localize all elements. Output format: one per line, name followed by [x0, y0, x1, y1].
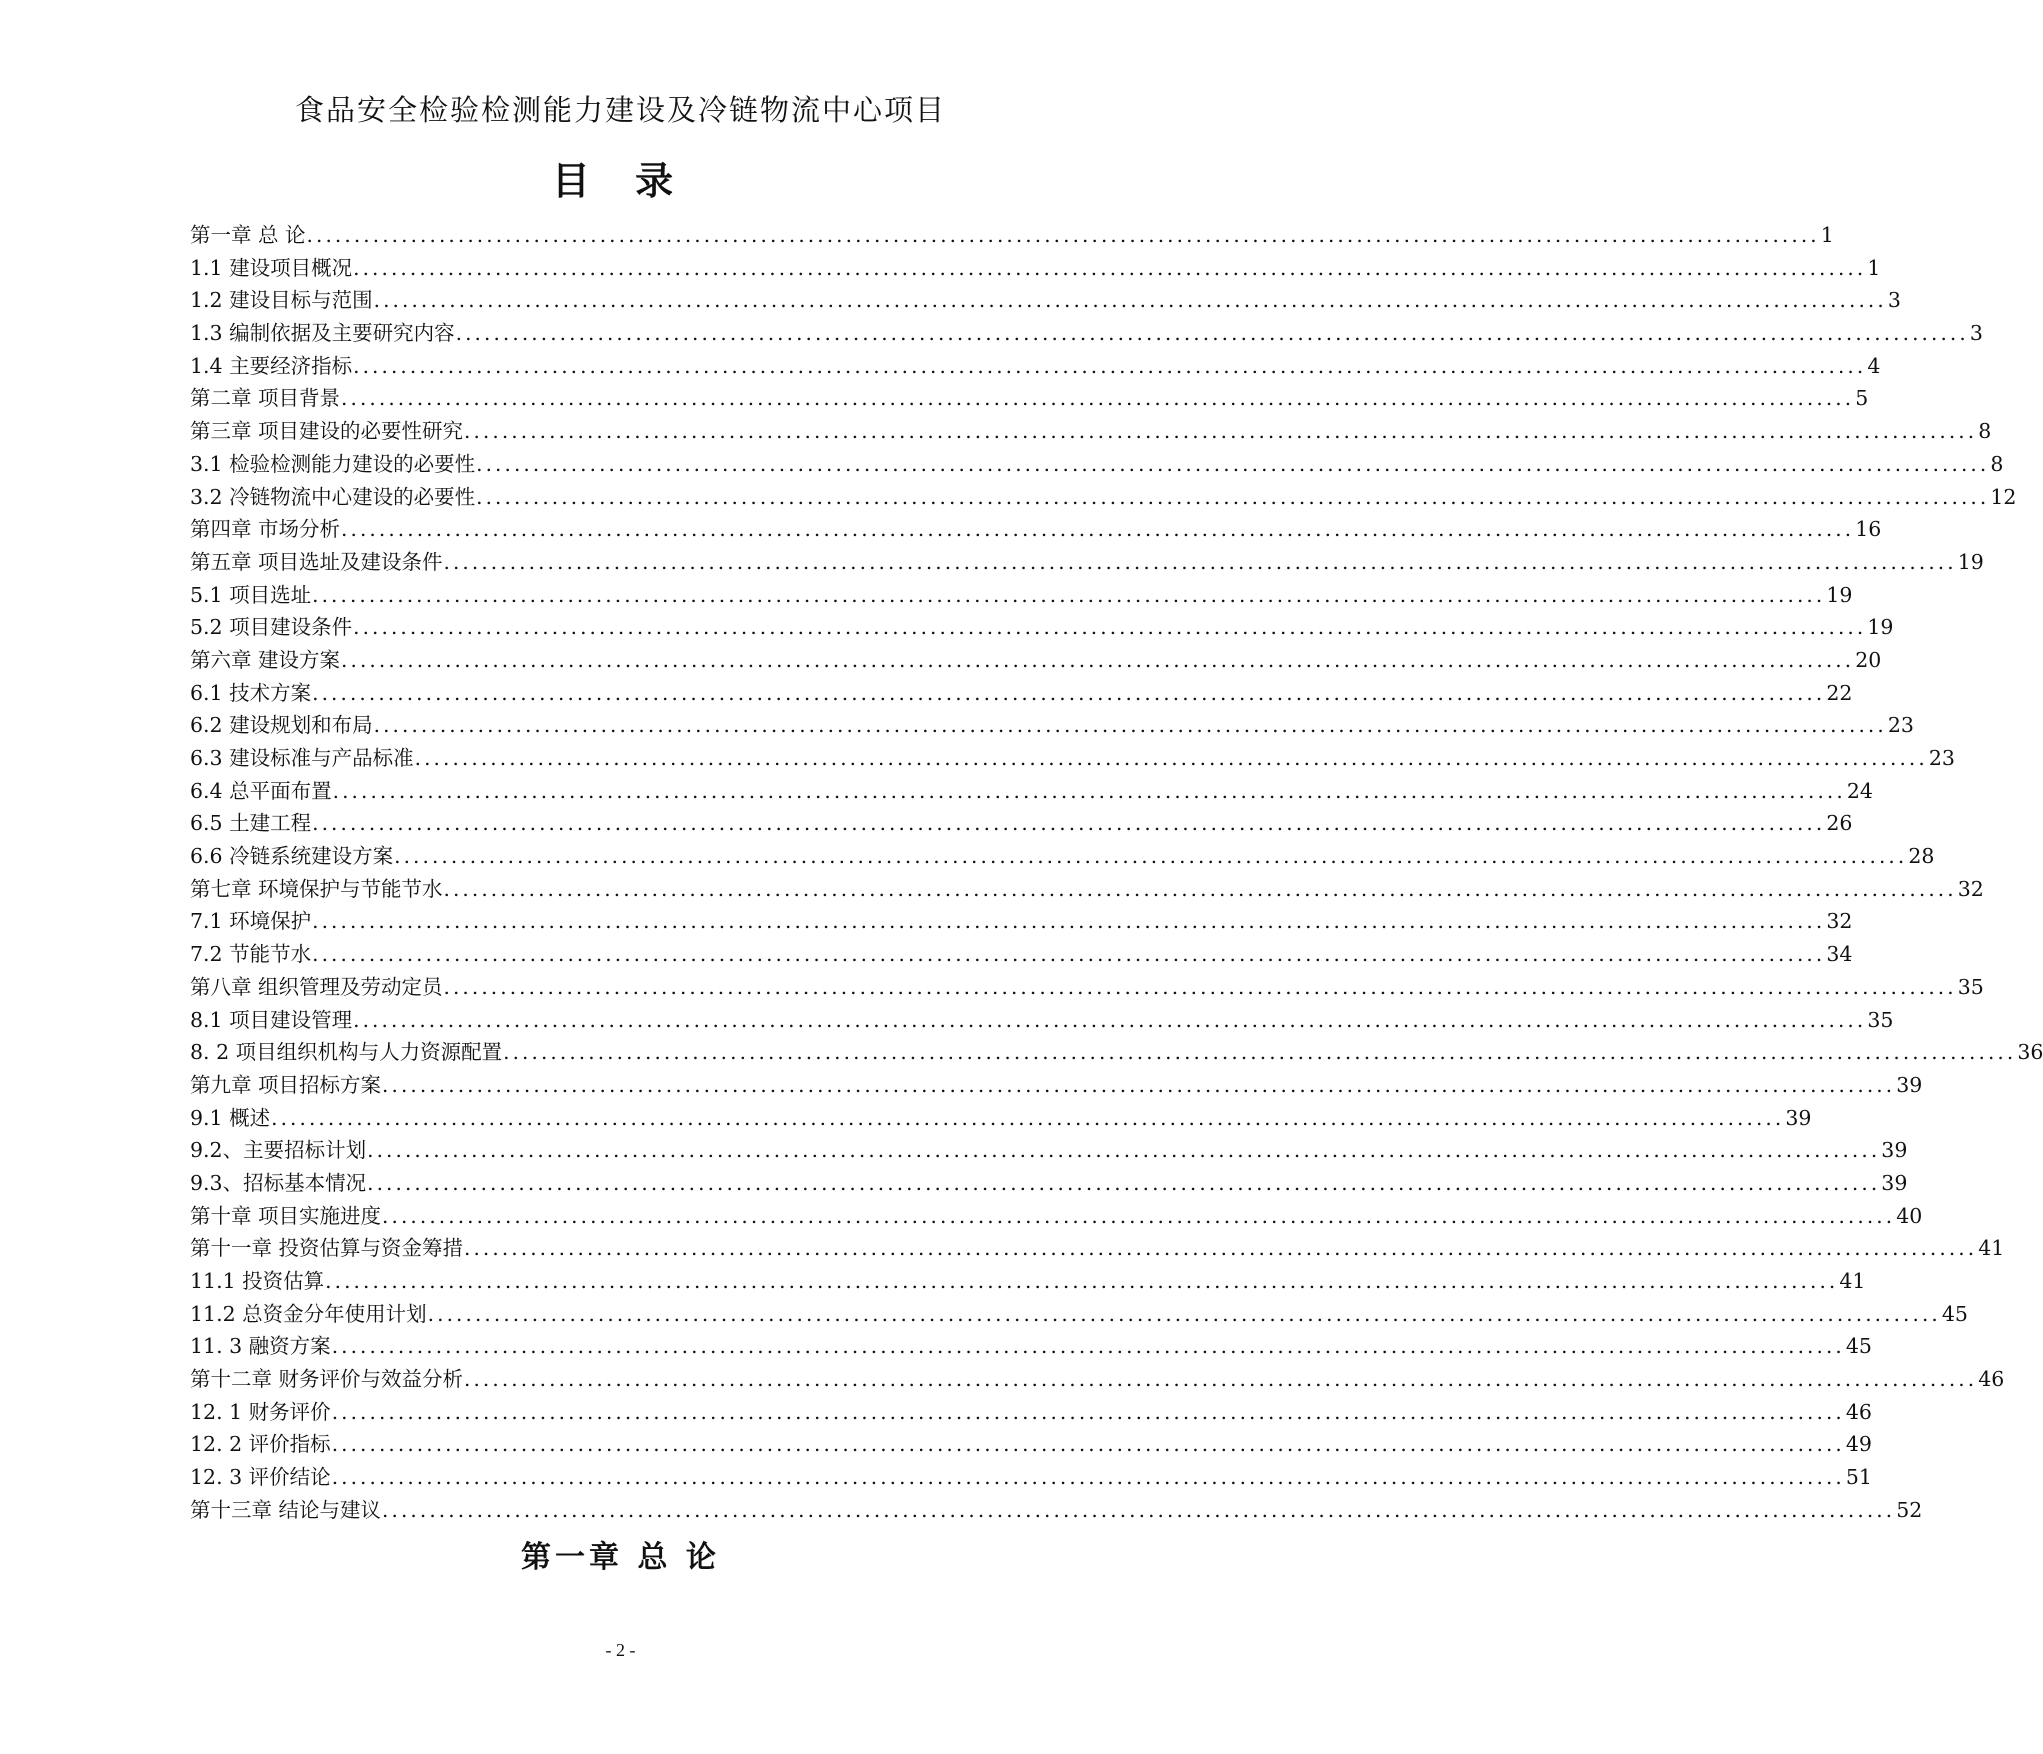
- toc-entry[interactable]: [190, 1396, 1872, 1429]
- toc-dot-leader: ................................................................................................................................................................: [443, 876, 1957, 901]
- toc-entry-page: 28: [1908, 844, 1935, 869]
- toc-entry[interactable]: [190, 1134, 1908, 1167]
- toc-entry[interactable]: [190, 252, 1881, 285]
- toc-entry-page: 35: [1957, 974, 1984, 999]
- toc-dot-leader: ................................................................................................................................................................: [464, 1367, 1978, 1392]
- toc-entry-label: 第三章 项目建设的必要性研究: [190, 419, 464, 444]
- toc-entry[interactable]: [190, 481, 2017, 514]
- toc-dot-leader: ................................................................................................................................................................: [443, 549, 1957, 574]
- toc-entry-page: 36: [2017, 1040, 2043, 1065]
- toc-entry-label: 6.5 土建工程: [190, 811, 312, 836]
- page-number: - 2 -: [605, 1640, 636, 1660]
- toc-entry-page: 3: [1887, 288, 1901, 313]
- toc-entry-label: 第七章 环境保护与节能节水: [190, 876, 443, 901]
- toc-entry[interactable]: [190, 840, 1935, 873]
- toc-entry-page: 1: [1820, 223, 1834, 247]
- toc-entry-page: 41: [1839, 1269, 1866, 1293]
- toc-entry-label: 9.2、主要招标计划: [190, 1138, 367, 1163]
- toc-entry-label: 第四章 市场分析: [190, 517, 341, 542]
- toc-entry-page: 1: [1867, 255, 1881, 280]
- toc-title: 目 录: [551, 159, 690, 203]
- toc-entry-page: 41: [1978, 1236, 2005, 1261]
- toc-dot-leader: ................................................................................................................................................................: [427, 1301, 1941, 1326]
- toc-dot-leader: ................................................................................................................................................................: [341, 517, 1855, 542]
- toc-entry[interactable]: [190, 579, 1853, 612]
- toc-entry-label: 第十一章 投资估算与资金筹措: [190, 1236, 464, 1261]
- toc-dot-leader: ................................................................................................................................................................: [464, 1236, 1978, 1261]
- toc-entry-page: 19: [1957, 549, 1984, 574]
- toc-entry-label: 3.2 冷链物流中心建设的必要性: [190, 484, 476, 509]
- toc-entry-label: 8. 2 项目组织机构与人力资源配置: [190, 1040, 503, 1065]
- toc-entry-label: 第一章 总 论: [190, 223, 306, 247]
- toc-entry-label: 6.6 冷链系统建设方案: [190, 844, 394, 869]
- toc-entry-label: 第九章 项目招标方案: [190, 1072, 382, 1097]
- toc-entry-page: 32: [1957, 876, 1984, 901]
- table-of-contents: [190, 219, 2043, 1527]
- toc-entry-label: 第十二章 财务评价与效益分析: [190, 1367, 464, 1392]
- toc-entry[interactable]: [190, 677, 1853, 710]
- toc-entry[interactable]: [190, 1461, 1872, 1494]
- toc-entry[interactable]: [190, 1069, 1923, 1102]
- toc-entry[interactable]: [190, 317, 1983, 350]
- toc-entry-label: 12. 3 评价结论: [190, 1465, 331, 1490]
- toc-entry-page: 46: [1978, 1367, 2005, 1392]
- toc-dot-leader: ................................................................................................................................................................: [331, 1399, 1845, 1424]
- toc-entry-page: 34: [1826, 942, 1853, 967]
- toc-entry-label: 12. 1 财务评价: [190, 1399, 331, 1424]
- toc-dot-leader: ................................................................................................................................................................: [331, 1334, 1845, 1359]
- toc-entry-page: 45: [1941, 1301, 1968, 1326]
- toc-dot-leader: ................................................................................................................................................................: [353, 255, 1867, 280]
- toc-dot-leader: ................................................................................................................................................................: [271, 1105, 1785, 1130]
- toc-entry[interactable]: [190, 807, 1853, 840]
- toc-dot-leader: ................................................................................................................................................................: [476, 484, 1990, 509]
- toc-entry-page: 46: [1845, 1399, 1872, 1424]
- toc-dot-leader: ................................................................................................................................................................: [306, 223, 1820, 247]
- toc-entry[interactable]: [190, 971, 1984, 1004]
- toc-entry-page: 8: [1990, 451, 2004, 476]
- toc-entry-page: 16: [1855, 517, 1882, 542]
- toc-entry[interactable]: [190, 938, 1853, 971]
- toc-entry[interactable]: [190, 382, 1869, 415]
- toc-dot-leader: ................................................................................................................................................................: [312, 909, 1826, 934]
- toc-dot-leader: ................................................................................................................................................................: [341, 647, 1855, 672]
- toc-entry-label: 12. 2 评价指标: [190, 1432, 331, 1457]
- toc-dot-leader: ................................................................................................................................................................: [353, 1007, 1867, 1032]
- toc-entry[interactable]: [190, 905, 1853, 938]
- toc-dot-leader: ................................................................................................................................................................: [382, 1203, 1896, 1228]
- toc-entry-page: 20: [1855, 647, 1882, 672]
- toc-entry-page: 4: [1867, 353, 1881, 378]
- running-header: 食品安全检验检测能力建设及冷链物流中心项目: [294, 93, 946, 127]
- toc-entry-label: 第十章 项目实施进度: [190, 1203, 382, 1228]
- toc-entry[interactable]: [190, 415, 1992, 448]
- toc-entry-label: 6.4 总平面布置: [190, 778, 332, 803]
- chapter-heading: 第一章 总 论: [521, 1540, 720, 1575]
- toc-entry-label: 1.1 建设项目概况: [190, 255, 353, 280]
- toc-dot-leader: ................................................................................................................................................................: [476, 451, 1990, 476]
- toc-dot-leader: ................................................................................................................................................................: [455, 321, 1969, 346]
- toc-entry-label: 6.2 建设规划和布局: [190, 713, 373, 738]
- toc-entry[interactable]: [190, 1265, 1866, 1298]
- toc-entry-label: 3.1 检验检测能力建设的必要性: [190, 451, 476, 476]
- toc-entry[interactable]: [190, 546, 1984, 579]
- toc-dot-leader: ................................................................................................................................................................: [503, 1040, 2017, 1065]
- toc-dot-leader: ................................................................................................................................................................: [464, 419, 1978, 444]
- toc-entry[interactable]: [190, 350, 1881, 383]
- toc-entry-label: 9.3、招标基本情况: [190, 1170, 367, 1195]
- toc-dot-leader: ................................................................................................................................................................: [332, 778, 1846, 803]
- toc-entry-label: 11.2 总资金分年使用计划: [190, 1301, 427, 1326]
- toc-dot-leader: ................................................................................................................................................................: [341, 386, 1855, 411]
- toc-entry-label: 9.1 概述: [190, 1105, 271, 1130]
- toc-entry-label: 6.1 技术方案: [190, 680, 312, 705]
- toc-entry[interactable]: [190, 775, 1873, 808]
- toc-dot-leader: ................................................................................................................................................................: [367, 1138, 1881, 1163]
- toc-entry[interactable]: [190, 1036, 2043, 1069]
- toc-entry-page: 52: [1896, 1497, 1923, 1522]
- toc-dot-leader: ................................................................................................................................................................: [414, 746, 1928, 770]
- toc-dot-leader: ................................................................................................................................................................: [312, 811, 1826, 836]
- toc-entry-label: 5.1 项目选址: [190, 582, 312, 607]
- toc-entry-label: 第十三章 结论与建议: [190, 1497, 382, 1522]
- toc-entry-page: 19: [1867, 615, 1894, 640]
- toc-dot-leader: ................................................................................................................................................................: [312, 582, 1826, 607]
- toc-entry-label: 第八章 组织管理及劳动定员: [190, 974, 443, 999]
- toc-entry[interactable]: [190, 1200, 1923, 1233]
- toc-entry-label: 11.1 投资估算: [190, 1269, 325, 1293]
- toc-entry[interactable]: [190, 709, 1914, 742]
- toc-entry[interactable]: [190, 1102, 1812, 1135]
- toc-entry-label: 7.1 环境保护: [190, 909, 312, 934]
- toc-entry-page: 35: [1867, 1007, 1894, 1032]
- toc-entry[interactable]: [190, 448, 2004, 481]
- toc-entry[interactable]: [190, 1298, 1968, 1331]
- toc-dot-leader: ................................................................................................................................................................: [331, 1432, 1845, 1457]
- toc-dot-leader: ................................................................................................................................................................: [325, 1269, 1839, 1293]
- toc-entry-page: 3: [1969, 321, 1983, 346]
- toc-entry[interactable]: [190, 284, 1901, 317]
- toc-entry-page: 40: [1896, 1203, 1923, 1228]
- toc-entry-label: 1.3 编制依据及主要研究内容: [190, 321, 455, 346]
- toc-dot-leader: ................................................................................................................................................................: [382, 1497, 1896, 1522]
- toc-dot-leader: ................................................................................................................................................................: [373, 288, 1887, 313]
- toc-entry-page: 12: [1990, 484, 2017, 509]
- toc-entry[interactable]: [190, 219, 1834, 252]
- toc-entry-label: 7.2 节能节水: [190, 942, 312, 967]
- toc-entry-page: 23: [1928, 746, 1955, 770]
- toc-entry-label: 第六章 建设方案: [190, 647, 341, 672]
- toc-entry-page: 24: [1846, 778, 1873, 803]
- toc-entry-page: 49: [1845, 1432, 1872, 1457]
- toc-entry-page: 39: [1896, 1072, 1923, 1097]
- toc-entry-label: 1.4 主要经济指标: [190, 353, 353, 378]
- toc-dot-leader: ................................................................................................................................................................: [353, 615, 1867, 640]
- toc-dot-leader: ................................................................................................................................................................: [373, 713, 1887, 738]
- toc-entry-label: 8.1 项目建设管理: [190, 1007, 353, 1032]
- toc-dot-leader: ................................................................................................................................................................: [331, 1465, 1845, 1490]
- toc-entry[interactable]: [190, 1232, 2005, 1265]
- toc-entry-label: 第五章 项目选址及建设条件: [190, 549, 443, 574]
- toc-entry[interactable]: [190, 1004, 1894, 1037]
- toc-entry-page: 22: [1826, 680, 1853, 705]
- toc-entry-label: 第二章 项目背景: [190, 386, 341, 411]
- toc-entry-page: 8: [1978, 419, 1992, 444]
- toc-entry-label: 11. 3 融资方案: [190, 1334, 331, 1359]
- toc-entry-page: 19: [1826, 582, 1853, 607]
- toc-entry-page: 26: [1826, 811, 1853, 836]
- toc-entry-label: 5.2 项目建设条件: [190, 615, 353, 640]
- toc-entry-page: 39: [1785, 1105, 1812, 1130]
- toc-entry-page: 23: [1887, 713, 1914, 738]
- toc-dot-leader: ................................................................................................................................................................: [443, 974, 1957, 999]
- toc-entry-page: 51: [1845, 1465, 1872, 1490]
- toc-entry-page: 39: [1881, 1138, 1908, 1163]
- toc-entry-page: 39: [1881, 1170, 1908, 1195]
- toc-entry[interactable]: [190, 873, 1984, 906]
- toc-dot-leader: ................................................................................................................................................................: [394, 844, 1908, 869]
- toc-dot-leader: ................................................................................................................................................................: [312, 680, 1826, 705]
- toc-entry-page: 5: [1855, 386, 1869, 411]
- toc-entry-label: 1.2 建设目标与范围: [190, 288, 373, 313]
- toc-entry[interactable]: [190, 1428, 1872, 1461]
- toc-dot-leader: ................................................................................................................................................................: [367, 1170, 1881, 1195]
- toc-dot-leader: ................................................................................................................................................................: [353, 353, 1867, 378]
- toc-entry[interactable]: [190, 644, 1882, 677]
- toc-dot-leader: ................................................................................................................................................................: [382, 1072, 1896, 1097]
- toc-entry[interactable]: [190, 513, 1882, 546]
- toc-entry[interactable]: [190, 1494, 1923, 1527]
- toc-dot-leader: ................................................................................................................................................................: [312, 942, 1826, 967]
- toc-entry[interactable]: [190, 742, 1955, 775]
- toc-entry-page: 45: [1845, 1334, 1872, 1359]
- toc-entry-label: 6.3 建设标准与产品标准: [190, 746, 414, 770]
- toc-entry[interactable]: [190, 611, 1894, 644]
- toc-entry[interactable]: [190, 1363, 2005, 1396]
- toc-entry[interactable]: [190, 1167, 1908, 1200]
- toc-entry[interactable]: [190, 1330, 1872, 1363]
- toc-entry-page: 32: [1826, 909, 1853, 934]
